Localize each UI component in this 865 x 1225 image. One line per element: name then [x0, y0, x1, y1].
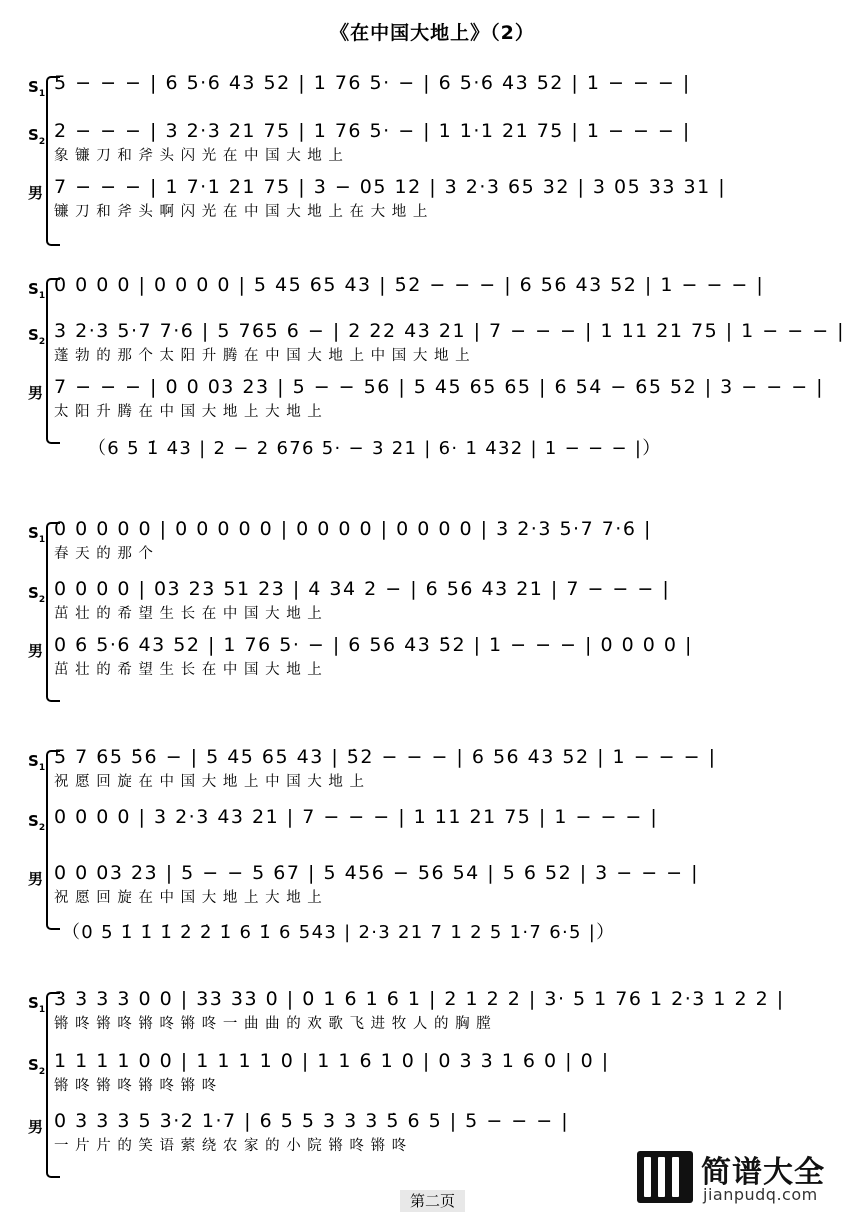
page-title: 《在中国大地上》（2） [330, 22, 535, 44]
notation-line: 0 0 0 0 0 | 0 0 0 0 0 | 0 0 0 0 | 0 0 0 0 | 3 2·3 5·7 7·6 | [54, 518, 652, 540]
staff-row-male [28, 862, 840, 908]
notation-line: 5 − − − | 6 5·6 43 52 | 1 76 5· − | 6 5·6 43 52 | 1 − − − | [54, 72, 691, 94]
part-label-s1: $S_1$ [28, 524, 46, 545]
notation-line: 0 3 3 3 5 3·2 1·7 | 6 5 5 3 3 3 5̇ 6 5 | 5 − − − | [54, 1110, 570, 1132]
staff-row-male [28, 634, 840, 680]
staff-row-s2 [28, 1050, 840, 1096]
lyrics-line: 春 天 的 那 个 [54, 546, 154, 562]
lyrics-line: 象 镰 刀 和 斧 头 闪 光 在 中 国 大 地 上 [54, 148, 344, 164]
system-1 [28, 72, 840, 262]
part-label-male: 男 [28, 1118, 44, 1136]
part-label-male: 男 [28, 384, 44, 402]
lyrics-line: 祝 愿 回 旋 在 中 国 大 地 上 中 国 大 地 上 [54, 774, 366, 790]
part-label-s2: $S_2$ [28, 812, 46, 833]
part-label-s2: $S_2$ [28, 1056, 46, 1077]
notation-line: 0 0 0 0 | 03 23 51 23 | 4 34 2 − | 6 56 43 21 | 7 − − − | [54, 578, 671, 600]
part-label-male: 男 [28, 870, 44, 888]
system-4 [28, 746, 840, 956]
part-label-s1: $S_1$ [28, 752, 46, 773]
part-label-male: 男 [28, 642, 44, 660]
interlude-line: （6 5 1̇ 43 | 2 − 2 676 5· − 3 21 | 6· 1 432 | 1 − − − |） [88, 438, 662, 459]
notation-line: 0 0 0 0 | 0 0 0 0 | 5 45 65 43 | 5̇2 − − − | 6 56 43 52 | 1 − − − | [54, 274, 765, 296]
logo-site: jianpudq.com [703, 1185, 818, 1204]
staff-row-s1 [28, 518, 840, 564]
lyrics-line: 茁 壮 的 希 望 生 长 在 中 国 大 地 上 [54, 662, 323, 678]
notation-line: 0 0 03 23 | 5 − − 5 67 | 5 456 − 56 54 | 5 6 52 | 3 − − − | [54, 862, 700, 884]
part-label-s1: $S_1$ [28, 78, 46, 99]
system-3 [28, 518, 840, 718]
lyrics-line: 太 阳 升 腾 在 中 国 大 地 上 大 地 上 [54, 404, 323, 420]
part-label-s2: $S_2$ [28, 584, 46, 605]
notation-line: 7 − − − | 1 7·1 21 75 | 3 − 05 12 | 3 2·3 65 32 | 3 05 33 31 | [54, 176, 727, 198]
notation-line: 1 1 1 1 0 0 | 1 1 1 1 0 | 1 1 6 1 0 | 0 3 3 1 6 0 | 0 | [54, 1050, 610, 1072]
part-label-s1: $S_1$ [28, 280, 46, 301]
system-2 [28, 274, 846, 474]
notation-line: 7 − − − | 0 0 03 23 | 5 − − 56 | 5 45 65 65 | 6 54 − 65 52 | 3 − − − | [54, 376, 825, 398]
site-logo[interactable] [637, 1147, 849, 1209]
page-number-label: 第二页 [400, 1190, 465, 1212]
notation-line: 0 0 0 0 | 3 2·3 43 21 | 7 − − − | 1 11 21 75 | 1 − − − | [54, 806, 659, 828]
staff-row-male [28, 376, 840, 422]
piano-keys-icon [637, 1151, 693, 1203]
notation-line: 3 3 3 3 0 0 | 33 33 0 | 0 1 6 1 6 1 | 2 1 2 2 | 3· 5 1 76 1 2·3 1 2 2 | [54, 988, 785, 1010]
notation-line: 2 − − − | 3 2·3 21 75 | 1 76 5· − | 1 1·1 21 75 | 1 − − − | [54, 120, 691, 142]
part-label-s2: $S_2$ [28, 126, 46, 147]
notation-line: 3 2·3 5·7 7·6 | 5 765 6 − | 2 22 43 21 | 7 − − − | 1 11 21 75 | 1 − − − | [54, 320, 846, 342]
lyrics-line: 祝 愿 回 旋 在 中 国 大 地 上 大 地 上 [54, 890, 323, 906]
part-label-s1: $S_1$ [28, 994, 46, 1015]
lyrics-line: 锵 咚 锵 咚 锵 咚 锵 咚 [54, 1078, 218, 1094]
staff-row-s1 [28, 746, 840, 792]
staff-row-s1 [28, 274, 840, 320]
staff-row-s2 [28, 578, 840, 624]
staff-row-male [28, 176, 840, 222]
lyrics-line: 镰 刀 和 斧 头 啊 闪 光 在 中 国 大 地 上 在 大 地 上 [54, 204, 429, 220]
logo-name: 简谱大全 [701, 1155, 825, 1190]
notation-line: 0 6 5·6 43 52 | 1 76 5· − | 6 56 43 5̇2 | 1 − − − | 0 0 0 0 | [54, 634, 693, 656]
staff-row-s2 [28, 320, 846, 366]
notation-line: 5 7 65 5̇6 − | 5 45 65 43 | 5̇2 − − − | 6 56 43 52 | 1 − − − | [54, 746, 717, 768]
lyrics-line: 茁 壮 的 希 望 生 长 在 中 国 大 地 上 [54, 606, 323, 622]
staff-row-s2 [28, 120, 840, 166]
part-label-male: 男 [28, 184, 44, 202]
interlude-line: （0 5 1̇ 1̇ 1̇ 2̇ 2̇ 1̇ 6 1̇ 6 543 | 2·3 21 7 1 2 5 1·7 6·5 |） [62, 922, 616, 943]
staff-row-s2 [28, 806, 840, 852]
staff-row-s1 [28, 72, 840, 118]
lyrics-line: 一 片 片 的 笑 语 萦 绕 农 家 的 小 院 锵 咚 锵 咚 [54, 1138, 408, 1154]
lyrics-line: 蓬 勃 的 那 个 太 阳 升 腾 在 中 国 大 地 上 中 国 大 地 上 [54, 348, 471, 364]
staff-row-s1 [28, 988, 840, 1034]
lyrics-line: 锵 咚 锵 咚 锵 咚 锵 咚 一 曲 曲 的 欢 歌 飞 进 牧 人 的 胸 膛 [54, 1016, 492, 1032]
part-label-s2: $S_2$ [28, 326, 46, 347]
